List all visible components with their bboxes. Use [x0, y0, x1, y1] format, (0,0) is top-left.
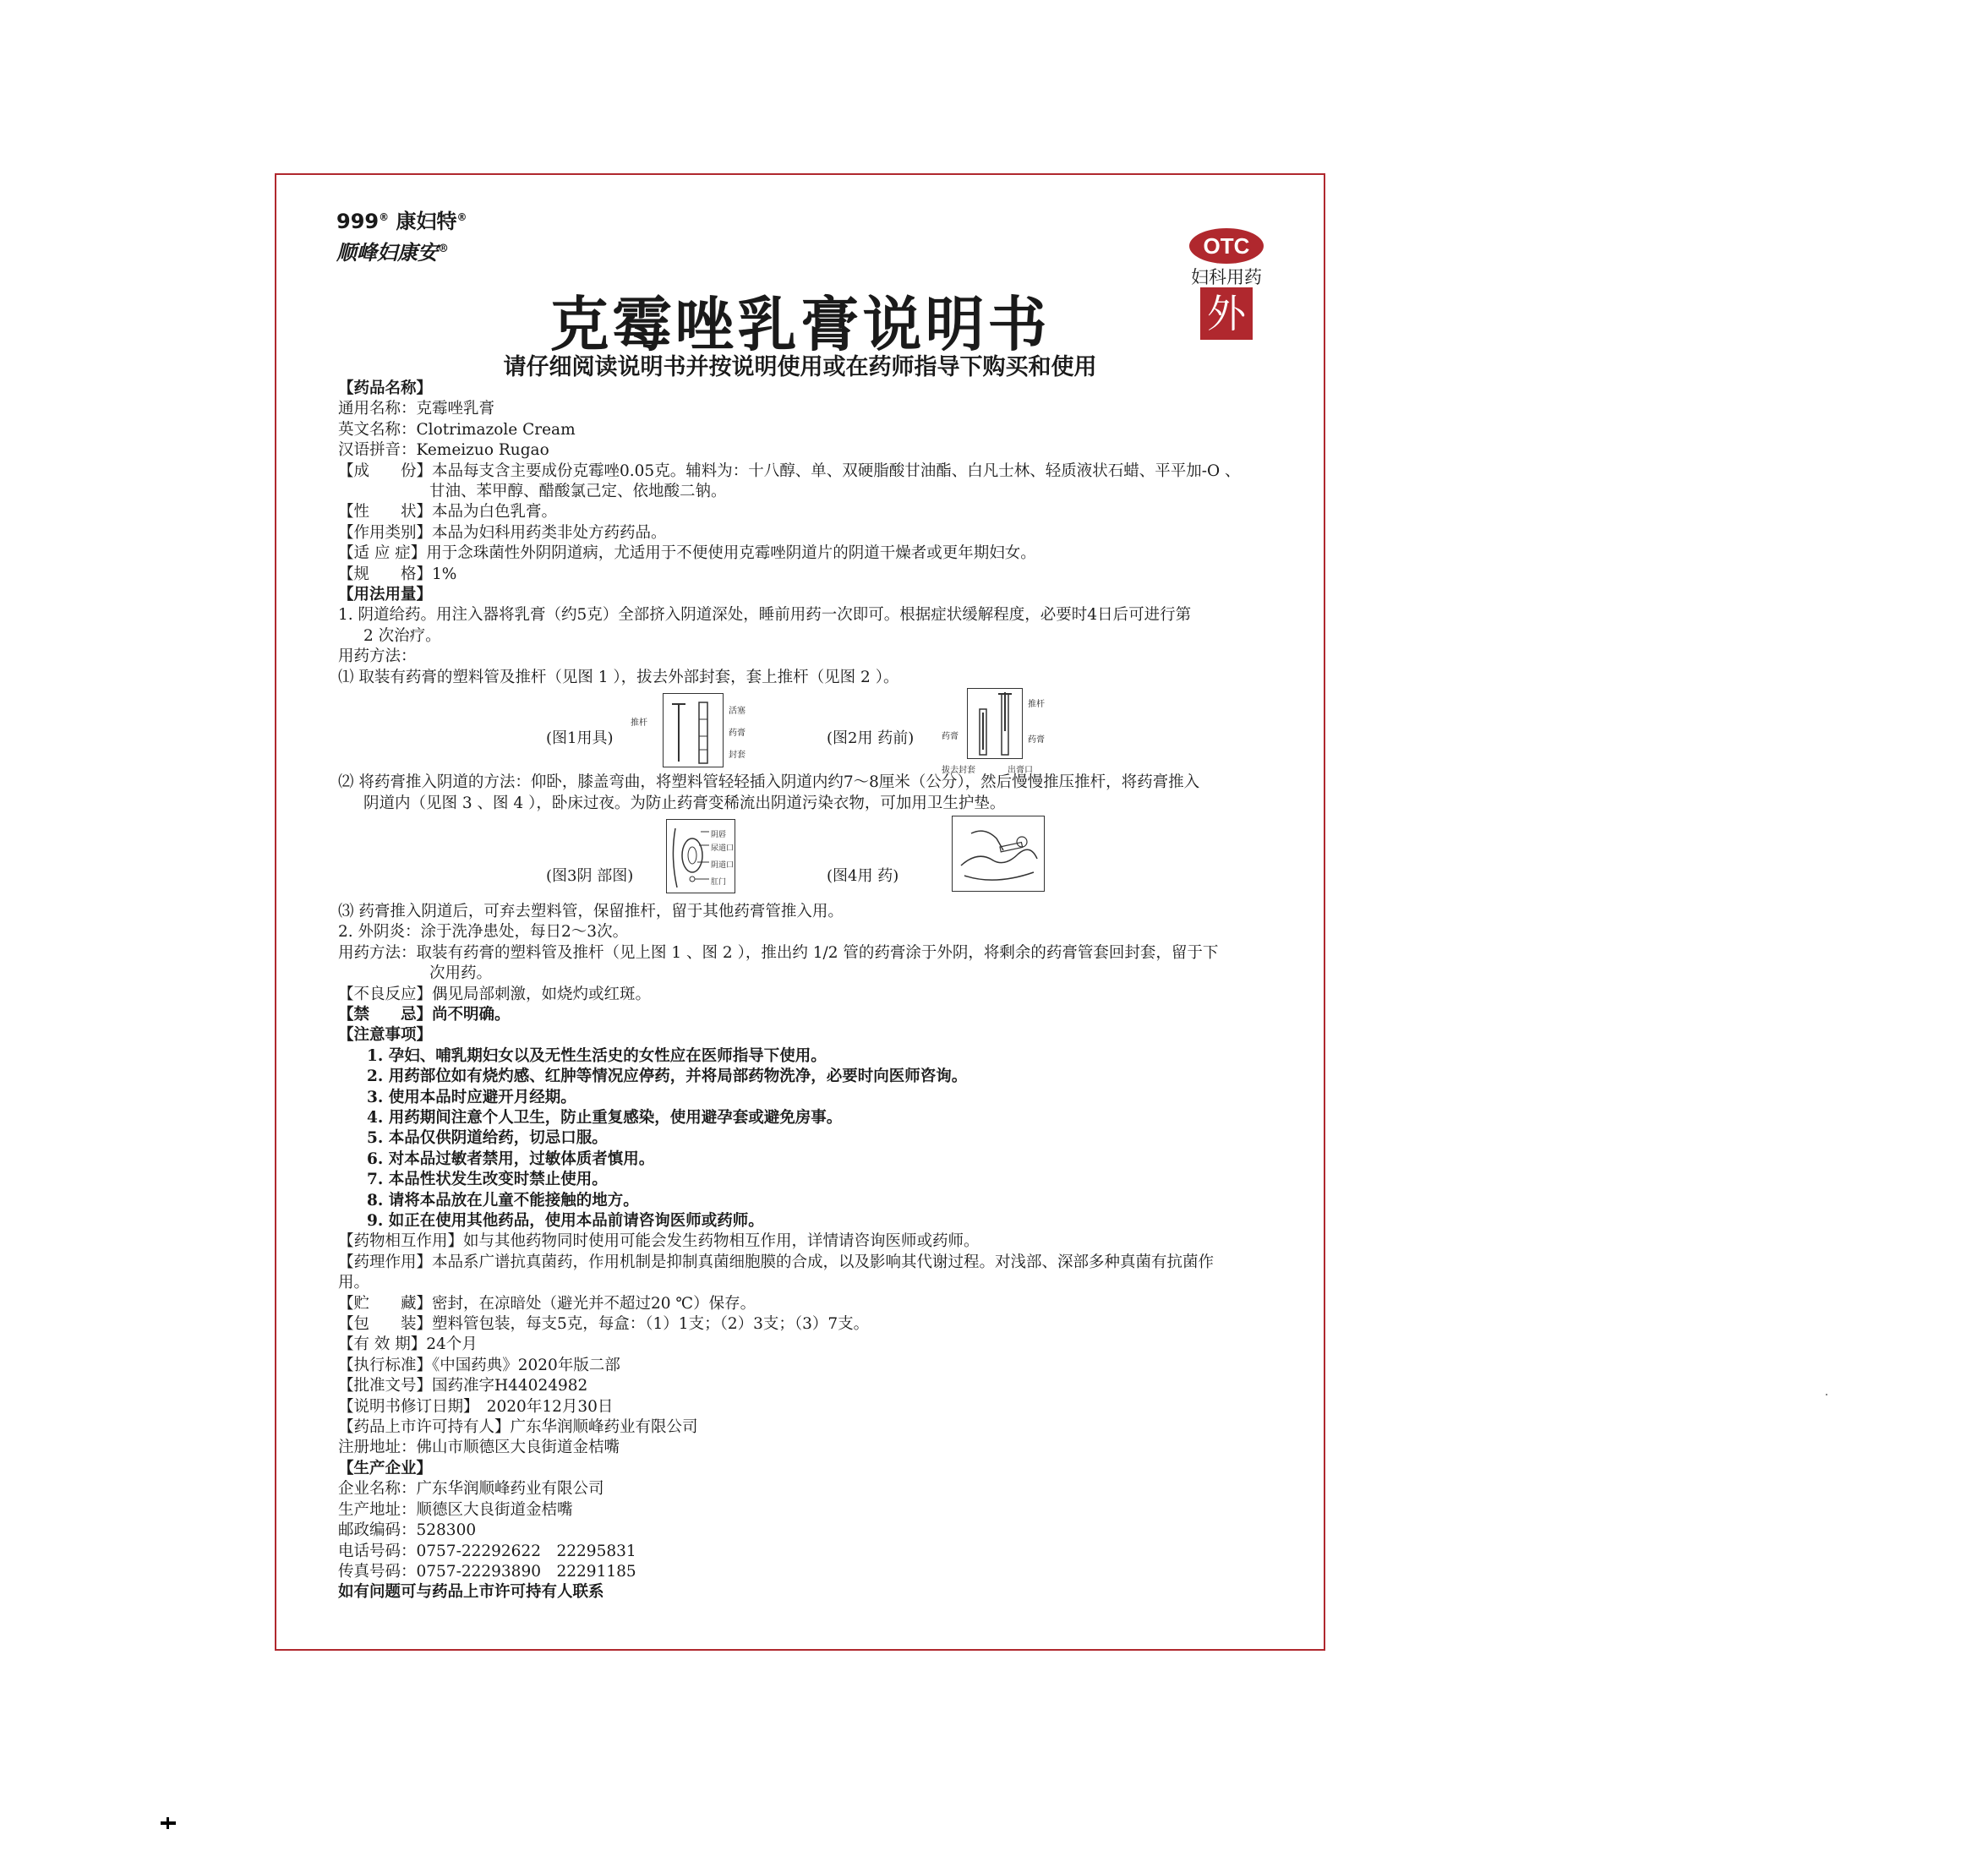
- step-3: ⑶ 药膏推入阴道后，可弃去塑料管，保留推杆，留于其他药膏管推入用。: [338, 902, 844, 920]
- step-1: ⑴ 取装有药膏的塑料管及推杆（见图 1 ），拔去外部封套，套上推杆（见图 2 ）。: [338, 668, 899, 686]
- page-subtitle: 请仔细阅读说明书并按说明使用或在药师指导下购买和使用: [503, 354, 1097, 380]
- precaution-item: 2. 用药部位如有烧灼感、红肿等情况应停药，并将局部药物洗净，必要时向医师咨询。: [367, 1068, 968, 1086]
- fax: 传真号码：0757-22293890 22291185: [338, 1562, 636, 1581]
- english-name: 英文名称：Clotrimazole Cream: [338, 420, 576, 439]
- manufacturer-name: 企业名称：广东华润顺峰药业有限公司: [338, 1480, 604, 1499]
- fig2-label-remove-sleeve: 拔去封套: [942, 766, 975, 776]
- adverse-reactions: 【不良反应】偶见局部刺激，如烧灼或红斑。: [338, 985, 652, 1003]
- step-2: ⑵ 将药膏推入阴道的方法：仰卧，膝盖弯曲，将塑料管轻轻插入阴道内约7～8厘米（公分），然后慢慢推压推杆，将药膏推入: [338, 773, 1200, 792]
- drug-category: 【作用类别】本品为妇科用药类非处方药药品。: [338, 523, 667, 542]
- marketing-authorization-holder: 【药品上市许可持有人】广东华润顺峰药业有限公司: [338, 1418, 698, 1437]
- fig3-label-anus: 肛门: [711, 877, 727, 887]
- method-2: 用药方法：取装有药膏的塑料管及推杆（见上图 1 、图 2 ），推出约 1/2 管的药膏涂于外阴，将剩余的药膏管套回封套，留于下: [338, 943, 1219, 962]
- specification: 【规 格】1%: [338, 565, 457, 583]
- footer-note: 如有问题可与药品上市许可持有人联系: [338, 1583, 604, 1602]
- registered-address: 注册地址：佛山市顺德区大良街道金桔嘴: [338, 1439, 620, 1457]
- figure-row-2: [338, 814, 1276, 898]
- composition-cont: 甘油、苯甲醇、醋酸氯己定、依地酸二钠。: [429, 483, 727, 501]
- drug-interactions: 【药物相互作用】如与其他药物同时使用可能会发生药物相互作用，详情请咨询医师或药师。: [338, 1232, 980, 1251]
- precaution-item: 4. 用药期间注意个人卫生，防止重复感染，使用避孕套或避免房事。: [367, 1108, 843, 1127]
- fig1-label-cream: 药膏: [729, 729, 746, 739]
- approval-number: 【批准文号】国药准字H44024982: [338, 1377, 588, 1395]
- fig2-label-plunger: 推杆: [1028, 700, 1045, 710]
- fig3-anatomy-image: [666, 819, 735, 893]
- fig1-label-piston: 活塞: [729, 707, 746, 717]
- precautions-list: [338, 1046, 1276, 1232]
- fig4-caption: (图4用 药): [827, 866, 899, 885]
- package: 【包 装】塑料管包装，每支5克，每盒：（1）1支；（2）3支；（3）7支。: [338, 1315, 870, 1334]
- pharmacology: 【药理作用】本品系广谱抗真菌药，作用机制是抑制真菌细胞膜的合成，以及影响其代谢过程。对浅部、深部多种真菌有抗菌作: [338, 1253, 1215, 1271]
- contraindications: 【禁 忌】尚不明确。: [338, 1005, 511, 1024]
- fig3-label-labia: 阴唇: [711, 830, 727, 839]
- brand-logo: 999® 康妇特® 顺峰妇康安®: [336, 210, 467, 265]
- precaution-item: 3. 使用本品时应避开月经期。: [367, 1088, 576, 1106]
- fig2-label-cream-left: 药膏: [942, 732, 958, 742]
- pinyin-name: 汉语拼音：Kemeizuo Rugao: [338, 441, 549, 460]
- storage: 【贮 藏】密封，在凉暗处（避光并不超过20 ℃）保存。: [338, 1294, 756, 1313]
- brand-slogan: 顺峰妇康安: [336, 240, 438, 265]
- stray-dot: [1826, 1394, 1827, 1395]
- fig3-caption: (图3阴 部图): [546, 866, 634, 885]
- fig1-label-sleeve: 封套: [729, 751, 746, 761]
- fig3-label-urethra: 尿道口: [711, 844, 735, 853]
- fig1-applicator-image: [663, 693, 724, 767]
- postcode: 邮政编码：528300: [338, 1521, 477, 1540]
- validity: 【有 效 期】24个月: [338, 1335, 478, 1354]
- precaution-item: 1. 孕妇、哺乳期妇女以及无性生活史的女性应在医师指导下使用。: [367, 1046, 827, 1065]
- otc-label: OTC: [1203, 233, 1250, 259]
- manufacturer-address: 生产地址：顺德区大良街道金桔嘴: [338, 1500, 573, 1519]
- crop-mark: [167, 1817, 169, 1829]
- precaution-item: 8. 请将本品放在儿童不能接触的地方。: [367, 1191, 639, 1210]
- fig2-label-cream-right: 药膏: [1028, 735, 1045, 745]
- figure-row-1: [338, 688, 1276, 776]
- fig1-caption: (图1用具): [546, 729, 614, 748]
- precaution-item: 6. 对本品过敏者禁用，过敏体质者慎用。: [367, 1149, 655, 1168]
- fig1-label-plunger: 推杆: [631, 718, 647, 729]
- document-body: [338, 379, 1276, 1603]
- method-label: 用药方法：: [338, 647, 417, 666]
- revision-date: 【说明书修订日期】 2020年12月30日: [338, 1397, 614, 1416]
- drug-name-header: 【药品名称】: [338, 380, 433, 397]
- brand-name: 康妇特: [396, 210, 457, 233]
- method-2-cont: 次用药。: [429, 964, 493, 983]
- precaution-item: 9. 如正在使用其他药品，使用本品前请咨询医师或药师。: [367, 1212, 764, 1230]
- external-use-badge: 外: [1200, 287, 1253, 340]
- fig2-before-use-image: [967, 688, 1023, 759]
- usage-2: 2. 外阴炎：涂于洗净患处，每日2～3次。: [338, 923, 629, 942]
- brand-999: 999: [336, 210, 380, 233]
- usage-1: 1. 阴道给药。用注入器将乳膏（约5克）全部挤入阴道深处，睡前用药一次即可。根据症状缓解程度，必要时4日后可进行第: [338, 606, 1192, 625]
- otc-category: 妇科用药: [1191, 267, 1262, 287]
- fig4-application-image: [952, 816, 1045, 892]
- phone: 电话号码：0757-22292622 22295831: [338, 1542, 636, 1560]
- step-2-cont: 阴道内（见图 3 、图 4 ），卧床过夜。为防止药膏变稀流出阴道污染衣物，可加用卫生护垫。: [363, 794, 1006, 812]
- standard: 【执行标准】《中国药典》2020年版二部: [338, 1356, 620, 1374]
- fig2-label-outlet: 出膏口: [1008, 766, 1033, 776]
- otc-badge-icon: [1188, 227, 1265, 265]
- precaution-item: 5. 本品仅供阴道给药，切忌口服。: [367, 1129, 608, 1148]
- precaution-item: 7. 本品性状发生改变时禁止使用。: [367, 1171, 608, 1189]
- pharmacology-cont: 用。: [338, 1274, 370, 1292]
- fig2-caption: (图2用 药前): [827, 729, 915, 748]
- indications: 【适 应 症】用于念珠菌性外阴阴道病，尤适用于不便使用克霉唑阴道片的阴道干燥者或更年期妇女。: [338, 544, 1036, 563]
- precautions-header: 【注意事项】: [338, 1026, 433, 1045]
- fig3-label-vagina: 阴道口: [711, 860, 735, 870]
- manufacturer-header: 【生产企业】: [338, 1459, 433, 1477]
- page-title: 克霉唑乳膏说明书: [549, 289, 1051, 359]
- generic-name: 通用名称：克霉唑乳膏: [338, 400, 495, 418]
- usage-header: 【用法用量】: [338, 586, 433, 604]
- composition: 【成 份】本品每支含主要成份克霉唑0.05克。辅料为：十八醇、单、双硬脂酸甘油酯、白凡士林、轻质液状石蜡、平平加-O 、: [338, 461, 1241, 480]
- appearance: 【性 状】本品为白色乳膏。: [338, 503, 558, 521]
- usage-1-cont: 2 次治疗。: [363, 626, 441, 645]
